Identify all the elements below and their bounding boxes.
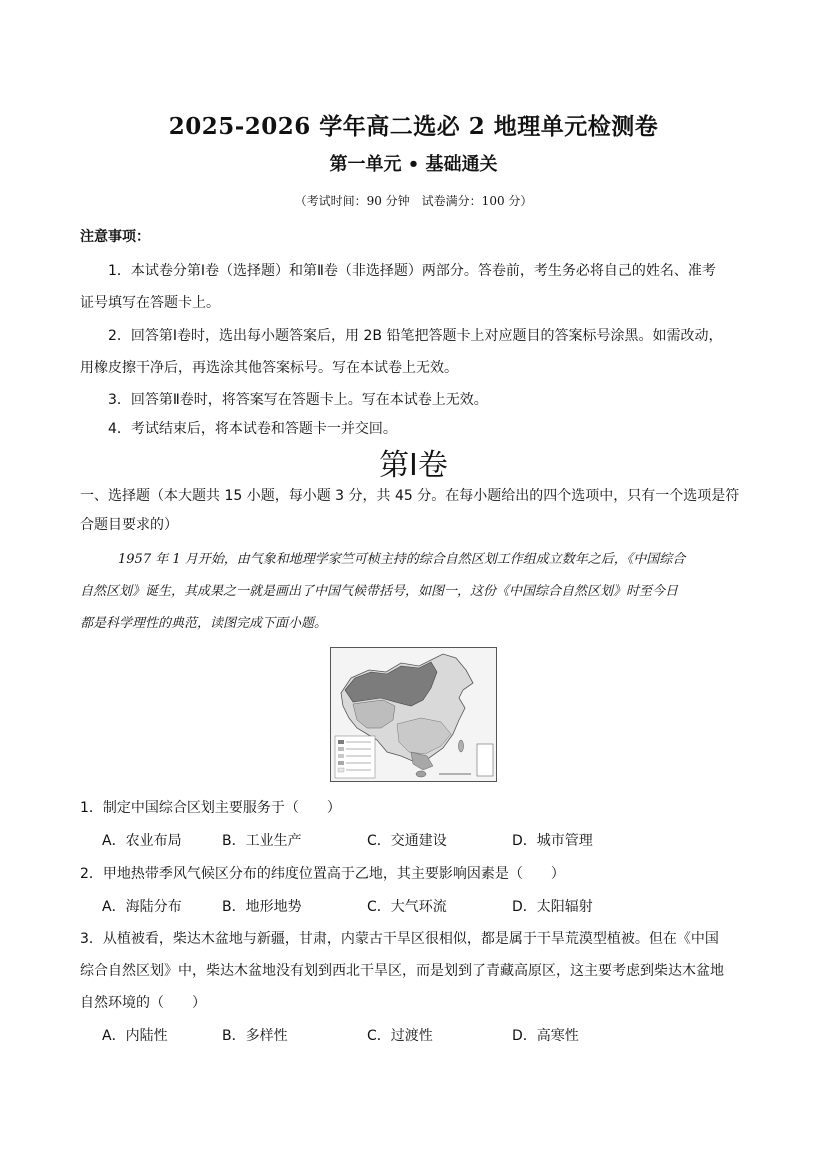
notice-item-2-cont: 用橡皮擦干净后，再选涂其他答案标号。写在本试卷上无效。 (80, 360, 458, 376)
question-3-stem-cont: 综合自然区划》中，柴达木盆地没有划到西北干旱区，而是划到了青藏高原区，这主要考虑到柴达木盆地 (80, 963, 724, 979)
section-instruction-cont: 合题目要求的） (80, 517, 178, 533)
notice-item-3: 3．回答第Ⅱ卷时，将答案写在答题卡上。写在本试卷上无效。 (108, 392, 488, 408)
question-2-option-a[interactable]: A．海陆分布 (102, 899, 182, 915)
section-instruction: 一、选择题（本大题共 15 小题，每小题 3 分，共 45 分。在每小题给出的四个选项中，只有一个选项是符 (80, 488, 740, 504)
question-1-option-c[interactable]: C．交通建设 (367, 833, 447, 849)
question-1-option-b[interactable]: B．工业生产 (222, 833, 302, 849)
notice-item-1-cont: 证号填写在答题卡上。 (80, 295, 220, 311)
question-2-option-d[interactable]: D．太阳辐射 (512, 899, 593, 915)
china-climate-map-figure (330, 647, 497, 782)
notice-item-1: 1．本试卷分第Ⅰ卷（选择题）和第Ⅱ卷（非选择题）两部分。答卷前，考生务必将自己的姓名、准考 (108, 263, 716, 279)
question-2-option-b[interactable]: B．地形地势 (222, 899, 302, 915)
section-title: 第Ⅰ卷 (379, 449, 448, 482)
question-1-option-d[interactable]: D．城市管理 (512, 833, 593, 849)
question-3-option-a[interactable]: A．内陆性 (102, 1028, 168, 1044)
china-map-graphic (331, 648, 496, 781)
material-text: 1957 年 1 月开始，由气象和地理学家竺可桢主持的综合自然区划工作组成立数年之后，《中国综合 (118, 552, 686, 567)
question-3-option-d[interactable]: D．高寒性 (512, 1028, 579, 1044)
question-1-option-a[interactable]: A．农业布局 (102, 833, 182, 849)
question-3-option-c[interactable]: C．过渡性 (367, 1028, 433, 1044)
exam-title: 2025-2026 学年高二选必 2 地理单元检测卷 (168, 113, 659, 140)
unit-subtitle: 第一单元 • 基础通关 (329, 154, 498, 175)
material-text-cont: 自然区划》诞生，其成果之一就是画出了中国气候带括号，如图一，这份《中国综合自然区划》时至今日 (80, 584, 679, 599)
question-3-option-b[interactable]: B．多样性 (222, 1028, 288, 1044)
notice-item-2: 2．回答第Ⅰ卷时，选出每小题答案后，用 2B 铅笔把答题卡上对应题目的答案标号涂黑。如需改动， (108, 328, 723, 344)
notice-heading: 注意事项： (80, 229, 150, 245)
question-3-stem: 3．从植被看，柴达木盆地与新疆，甘肃，内蒙古干旱区很相似，都是属于干旱荒漠型植被。但在《中国 (80, 931, 719, 947)
notice-item-4: 4．考试结束后，将本试卷和答题卡一并交回。 (108, 421, 397, 437)
question-2-option-c[interactable]: C．大气环流 (367, 899, 447, 915)
material-text-end: 都是科学理性的典范，读图完成下面小题。 (80, 616, 328, 631)
question-1-stem: 1．制定中国综合区划主要服务于（ ） (80, 800, 341, 816)
exam-info: （考试时间：90 分钟 试卷满分：100 分） (294, 194, 533, 208)
question-3-stem-end: 自然环境的（ ） (80, 995, 206, 1011)
question-2-stem: 2．甲地热带季风气候区分布的纬度位置高于乙地，其主要影响因素是（ ） (80, 866, 565, 882)
